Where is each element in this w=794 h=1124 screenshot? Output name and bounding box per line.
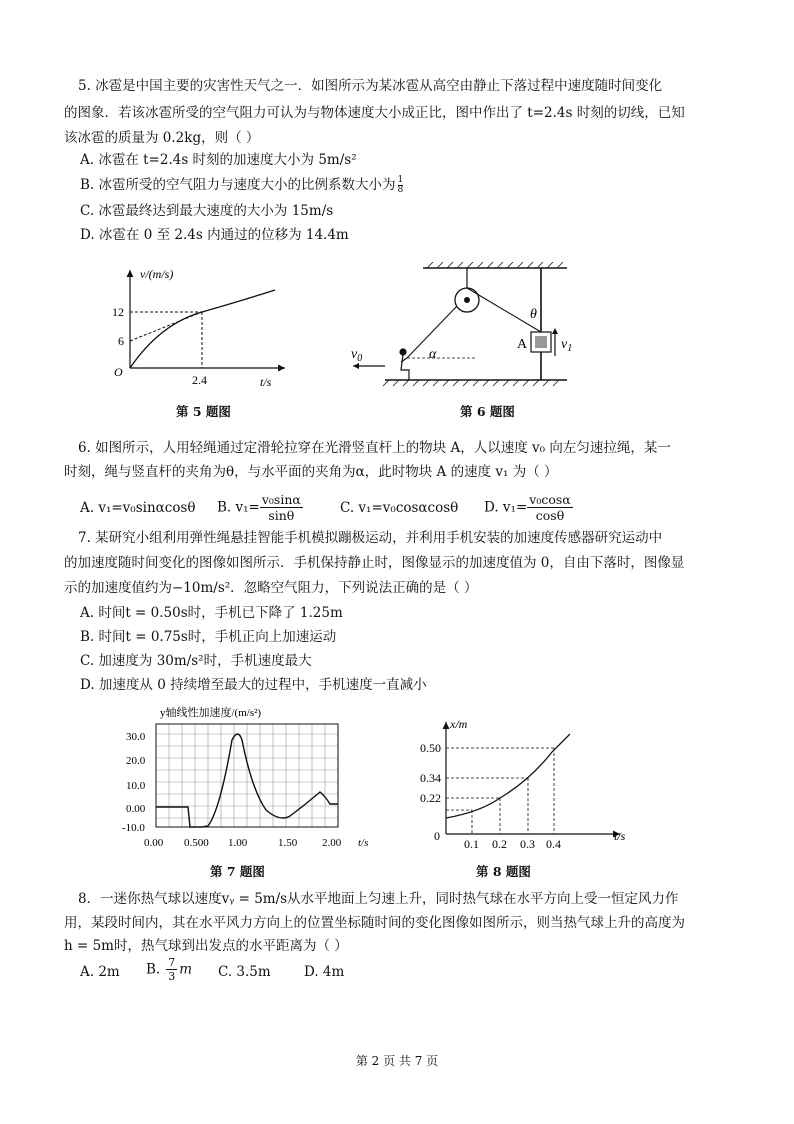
figure-8-position-graph xyxy=(420,716,640,854)
fig8-ytick-0-34: 0.34 xyxy=(420,771,441,785)
figure-5-velocity-graph xyxy=(100,262,290,392)
q6-option-d-fraction xyxy=(527,492,572,523)
q6-option-d-den: cosθ xyxy=(535,508,565,523)
fig8-ytick-0-22: 0.22 xyxy=(420,791,441,805)
q6-option-b-den: sinθ xyxy=(268,508,295,523)
q5-line-2: 的图象．若该冰雹所受的空气阻力可认为与物体速度大小成正比，图中作出了 t=2.4s 时刻的切线，已知 xyxy=(64,105,685,121)
fig8-xtick-0-2: 0.2 xyxy=(492,837,507,851)
fig6-block-label: A xyxy=(517,337,528,352)
fig7-xtick-1: 1.00 xyxy=(228,837,248,849)
q5-option-b-frac-num: 1 xyxy=(397,175,404,185)
q6-option-d-prefix: D. v₁= xyxy=(484,499,528,516)
fig5-ylabel: v/(m/s) xyxy=(140,267,174,281)
q5-option-b[interactable] xyxy=(80,175,403,195)
fig6-v0-label: $v_0$ xyxy=(351,347,363,364)
fig8-xtick-0-3: 0.3 xyxy=(520,837,535,851)
q6-option-c[interactable]: C. v₁=v₀cosαcosθ xyxy=(340,500,459,516)
fig6-person xyxy=(400,349,409,380)
q8-line-2: 用，某段时间内，其在水平风力方向上的位置坐标随时间的变化图像如图所示，则当热气球上升的高度为 xyxy=(64,915,685,931)
fig5-xlabel: t/s xyxy=(260,375,272,389)
q7-line-2: 的加速度随时间变化的图像如图所示．手机保持静止时，图像显示的加速度值为 0，自由下落时，图像显 xyxy=(64,555,685,571)
q5-line-3: 该冰雹的质量为 0.2kg，则（ ） xyxy=(64,130,260,146)
fig6-floor-hatch xyxy=(383,380,559,386)
fig7-xtick-2: 2.00 xyxy=(322,837,342,849)
q5-option-d[interactable]: D. 冰雹在 0 至 2.4s 内通过的位移为 14.4m xyxy=(80,227,349,243)
fig8-origin: 0 xyxy=(434,829,440,843)
fig7-ytick-20: 20.0 xyxy=(126,755,146,767)
figure-7-acceleration-graph xyxy=(120,700,390,860)
q6-option-a[interactable]: A. v₁=v₀sinαcosθ xyxy=(80,500,196,516)
figure-6-caption: 第 6 题图 xyxy=(460,404,515,419)
fig6-pulley-axle xyxy=(464,297,470,303)
q5-option-c[interactable]: C. 冰雹最终达到最大速度的大小为 15m/s xyxy=(80,203,334,219)
fig7-xtick-0: 0.00 xyxy=(144,837,164,849)
fig7-xtick-0-5: 0.500 xyxy=(184,837,209,849)
fig7-title: y轴线性加速度/(m/s²) xyxy=(160,707,262,719)
fig5-xtick-2-4: 2.4 xyxy=(192,373,207,387)
fig8-xtick-0-1: 0.1 xyxy=(464,837,479,851)
page-footer: 第 2 页 共 7 页 xyxy=(355,1054,439,1068)
q8-option-b-den: 3 xyxy=(168,970,176,983)
fig8-ytick-0-50: 0.50 xyxy=(420,741,441,755)
fig6-block-a-fill xyxy=(535,336,547,348)
fig7-ytick-30: 30.0 xyxy=(126,731,146,743)
q5-option-a[interactable]: A. 冰雹在 t=2.4s 时刻的加速度大小为 5m/s² xyxy=(80,152,357,168)
q7-option-a[interactable]: A. 时间t = 0.50s时，手机已下降了 1.25m xyxy=(80,605,343,621)
q7-option-b[interactable]: B. 时间t = 0.75s时，手机正向上加速运动 xyxy=(80,629,337,645)
fig6-alpha-label: α xyxy=(429,347,437,362)
q8-line-1: 8．一迷你热气球以速度vᵧ = 5m/s从水平地面上匀速上升，同时热气球在水平方向上受一恒定风力作 xyxy=(78,891,679,907)
q8-option-b[interactable] xyxy=(146,956,192,983)
fig6-v1-arrowhead xyxy=(552,328,558,334)
q7-line-1: 7. 某研究小组利用弹性绳悬挂智能手机模拟蹦极运动，并利用手机安装的加速度传感器研究运动中 xyxy=(78,530,663,546)
figure-8-caption: 第 8 题图 xyxy=(476,864,531,879)
figure-6-pulley-diagram xyxy=(345,262,585,398)
fig8-xtick-0-4: 0.4 xyxy=(546,837,561,851)
q6-option-d[interactable] xyxy=(484,492,573,523)
q8-option-b-prefix: B. xyxy=(146,961,161,978)
fig7-ytick-10: 10.0 xyxy=(126,780,146,792)
q6-line-2: 时刻，绳与竖直杆的夹角为θ，与水平面的夹角为α，此时物块 A 的速度 v₁ 为（ ） xyxy=(64,464,558,480)
q6-option-d-num: v₀cosα xyxy=(529,492,571,507)
q6-option-b-num: v₀sinα xyxy=(261,492,301,507)
q7-option-c[interactable]: C. 加速度为 30m/s²时，手机速度最大 xyxy=(80,653,312,669)
fig5-ytick-6: 6 xyxy=(118,334,124,348)
fig5-ytick-12: 12 xyxy=(112,305,124,319)
fig7-ytick-neg10: -10.0 xyxy=(122,822,145,834)
fig8-ylabel: x/m xyxy=(450,717,468,731)
q8-option-a[interactable]: A. 2m xyxy=(80,964,120,980)
q5-option-b-text: B. 冰雹所受的空气阻力与速度大小的比例系数大小为 xyxy=(80,177,396,193)
q6-option-b-prefix: B. v₁= xyxy=(217,499,260,516)
figure-5-caption: 第 5 题图 xyxy=(176,404,231,419)
q7-option-d[interactable]: D. 加速度从 0 持续增至最大的过程中，手机速度一直减小 xyxy=(80,677,427,693)
q5-option-b-fraction xyxy=(398,176,404,195)
q8-option-b-num: 7 xyxy=(168,956,176,969)
q8-option-d[interactable]: D. 4m xyxy=(304,964,345,980)
q8-option-b-suffix: m xyxy=(179,961,193,978)
fig7-ytick-0: 0.00 xyxy=(126,803,146,815)
q7-line-3: 示的加速度值约为−10m/s²．忽略空气阻力，下列说法正确的是（ ） xyxy=(64,580,478,596)
fig7-xtick-1-5: 1.50 xyxy=(278,837,298,849)
fig7-grid xyxy=(156,724,338,827)
q8-option-c[interactable]: C. 3.5m xyxy=(218,964,271,980)
q5-line-1: 5. 冰雹是中国主要的灾害性天气之一．如图所示为某冰雹从高空由静止下落过程中速度随时间变化 xyxy=(78,78,663,94)
q8-option-b-fraction xyxy=(166,956,177,983)
fig5-origin: O xyxy=(114,365,123,379)
fig8-guide-lines xyxy=(446,748,554,834)
q5-option-b-frac-den: 8 xyxy=(397,185,404,195)
fig7-xlabel: t/s xyxy=(358,837,369,849)
fig5-tangent-line xyxy=(130,312,202,341)
fig6-v1-label: $v_1$ xyxy=(561,337,573,354)
fig6-ceiling-hatch xyxy=(427,262,563,268)
fig8-position-curve xyxy=(446,734,570,818)
q6-option-b[interactable] xyxy=(217,492,303,523)
fig8-xlabel: t/s xyxy=(614,829,626,843)
q6-line-1: 6. 如图所示，人用轻绳通过定滑轮拉穿在光滑竖直杆上的物块 A，人以速度 v₀ 向左匀速拉绳，某一 xyxy=(78,440,671,456)
figure-7-caption: 第 7 题图 xyxy=(210,864,265,879)
fig6-theta-label: θ xyxy=(530,307,537,322)
q8-line-3: h = 5m时，热气球到出发点的水平距离为（ ） xyxy=(64,938,348,954)
q6-option-b-fraction xyxy=(260,492,303,523)
